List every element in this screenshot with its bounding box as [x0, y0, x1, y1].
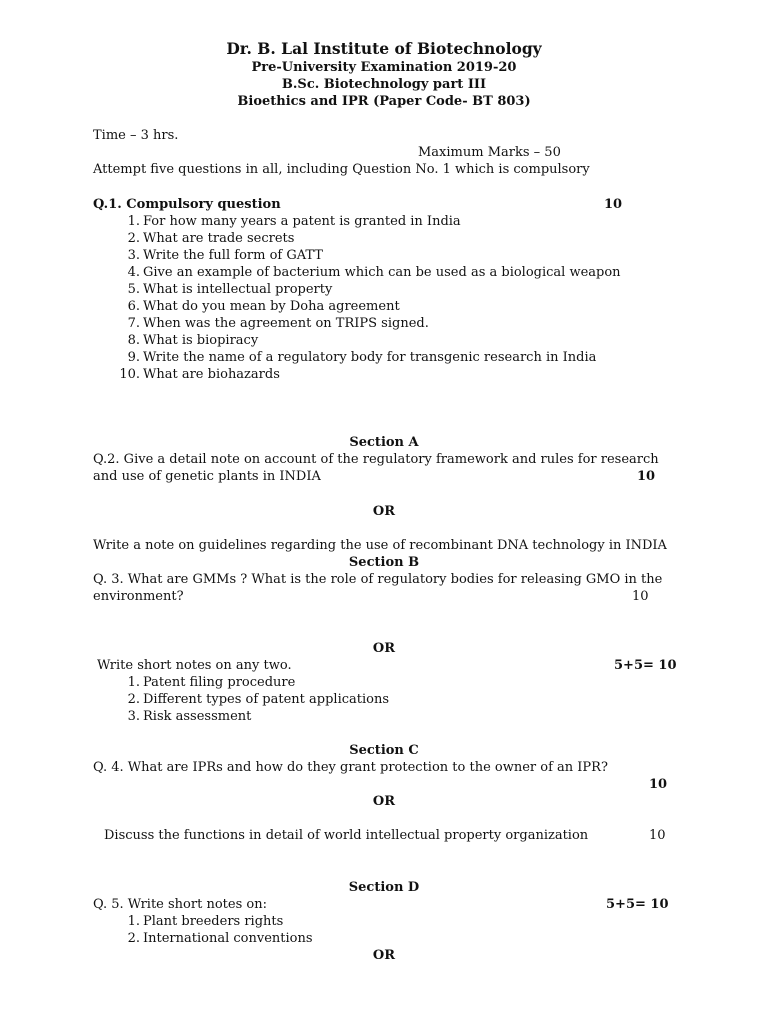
or-divider: OR	[372, 641, 396, 656]
list-item: 3. Risk assessment	[127, 709, 252, 724]
q1-title: Q.1. Compulsory question	[93, 197, 281, 212]
q4-text: Q. 4. What are IPRs and how do they grant protection to the owner of an IPR?	[93, 760, 608, 775]
exam-title: Pre-University Examination 2019-20	[251, 60, 517, 75]
list-item: 2. What are trade secrets	[127, 231, 295, 246]
paper-title: Bioethics and IPR (Paper Code- BT 803)	[237, 94, 531, 109]
list-item: 3. Write the full form of GATT	[127, 248, 323, 263]
list-item: 10. What are biohazards	[119, 367, 280, 382]
q4-alternative-marks: 10	[649, 828, 666, 843]
section-d-heading: Section D	[348, 880, 420, 895]
list-item: 4. Give an example of bacterium which can be used as a biological weapon	[127, 265, 621, 280]
instructions: Attempt five questions in all, including Question No. 1 which is compulsory	[93, 162, 590, 177]
q5-text: Q. 5. Write short notes on:	[93, 897, 267, 912]
q4-marks: 10	[649, 777, 668, 792]
q3-text-line1: Q. 3. What are GMMs ? What is the role of regulatory bodies for releasing GMO in the	[93, 572, 663, 587]
q3-marks: 10	[632, 589, 649, 604]
institute-title: Dr. B. Lal Institute of Biotechnology	[226, 39, 542, 58]
course-title: B.Sc. Biotechnology part III	[281, 77, 487, 92]
list-item: 2. Different types of patent applications	[127, 692, 390, 707]
q2-marks: 10	[637, 469, 656, 484]
q2-text-line1: Q.2. Give a detail note on account of the regulatory framework and rules for research	[93, 452, 659, 467]
section-c-heading: Section C	[349, 743, 419, 758]
q4-alternative: Discuss the functions in detail of world intellectual property organization	[104, 828, 589, 843]
q2-text-line2: and use of genetic plants in INDIA	[93, 469, 321, 484]
list-item: 1. For how many years a patent is granted in India	[127, 214, 461, 229]
list-item: 7. When was the agreement on TRIPS signed.	[127, 316, 429, 331]
q3-text-line2: environment?	[93, 589, 184, 604]
list-item: 9. Write the name of a regulatory body for transgenic research in India	[127, 350, 597, 365]
list-item: 2. International conventions	[127, 931, 313, 946]
maximum-marks: Maximum Marks – 50	[418, 145, 561, 160]
or-divider: OR	[372, 504, 396, 519]
q1-marks: 10	[604, 197, 623, 212]
q5-marks: 5+5= 10	[606, 897, 669, 912]
time-allowed: Time – 3 hrs.	[93, 128, 179, 143]
section-a-heading: Section A	[349, 435, 419, 450]
list-item: 1. Plant breeders rights	[127, 914, 284, 929]
list-item: 8. What is biopiracy	[127, 333, 259, 348]
or-divider: OR	[372, 794, 396, 809]
q2-alternative: Write a note on guidelines regarding the use of recombinant DNA technology in INDIA	[93, 538, 667, 553]
or-divider: OR	[372, 948, 396, 963]
list-item: 6. What do you mean by Doha agreement	[127, 299, 400, 314]
section-b-heading: Section B	[348, 555, 420, 570]
list-item: 1. Patent filing procedure	[127, 675, 296, 690]
list-item: 5. What is intellectual property	[127, 282, 333, 297]
q3-alternative: Write short notes on any two.	[97, 658, 292, 673]
q3-alternative-marks: 5+5= 10	[614, 658, 677, 673]
